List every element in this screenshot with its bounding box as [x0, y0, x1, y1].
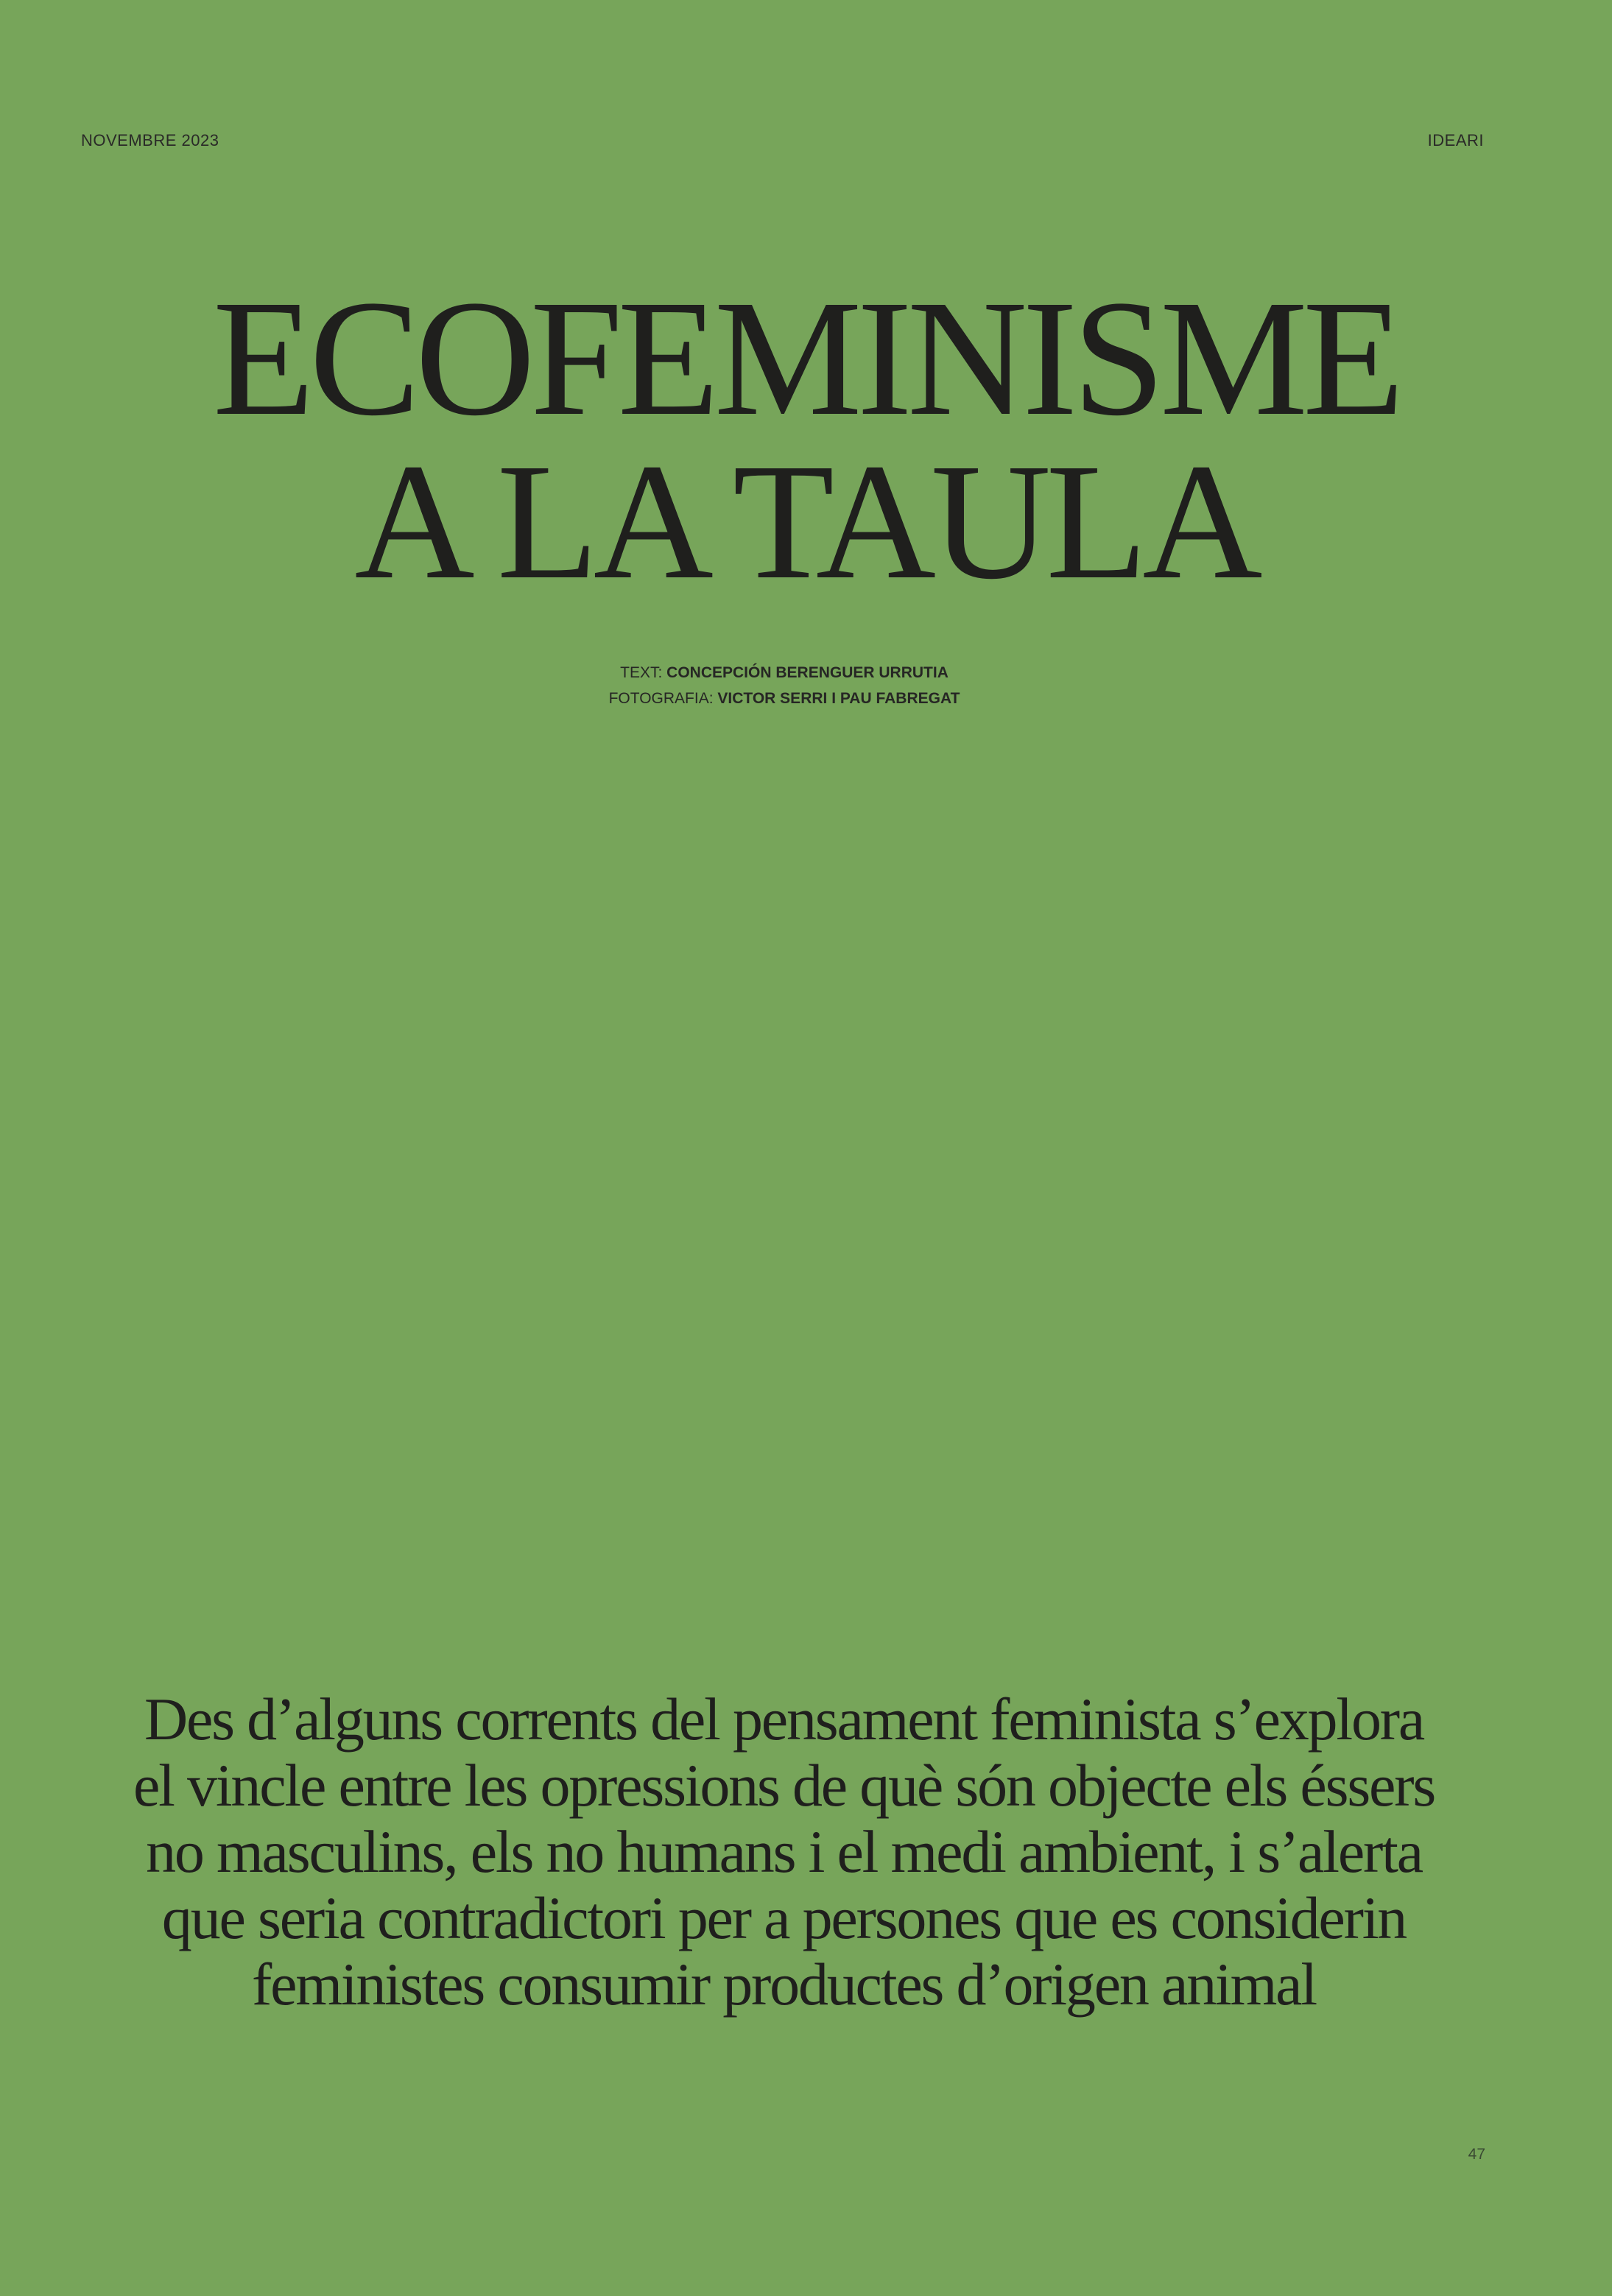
- standfirst-line-1: Des d’alguns corrents del pensament feminista s’explora: [144, 1686, 1424, 1753]
- text-credit-author: CONCEPCIÓN BERENGUER URRUTIA: [666, 664, 948, 681]
- page-number: 47: [1468, 2146, 1485, 2163]
- standfirst-line-2: el vincle entre les opressions de què són objecte els éssers: [133, 1752, 1435, 1819]
- standfirst-line-3: no masculins, els no humans i el medi ambient, i s’alerta: [146, 1818, 1422, 1885]
- photo-credit-label: FOTOGRAFIA:: [608, 690, 714, 707]
- standfirst-line-5: feministes consumir productes d’origen animal: [252, 1951, 1316, 2018]
- article-title: [0, 266, 1612, 613]
- standfirst-line-4: que seria contradictori per a persones que es considerin: [161, 1884, 1407, 1951]
- credits: [0, 660, 1569, 711]
- section-name: IDEARI: [1427, 131, 1484, 149]
- photo-credit: [0, 686, 1569, 711]
- photo-credit-authors: VICTOR SERRI I PAU FABREGAT: [717, 690, 960, 707]
- text-credit-label: TEXT:: [620, 664, 663, 681]
- title-line-2: A LA TAULA: [354, 429, 1258, 613]
- text-credit: [0, 660, 1569, 686]
- issue-date: NOVEMBRE 2023: [81, 131, 219, 149]
- standfirst: [44, 1686, 1524, 2018]
- title-line-1: ECOFEMINISME: [212, 266, 1400, 450]
